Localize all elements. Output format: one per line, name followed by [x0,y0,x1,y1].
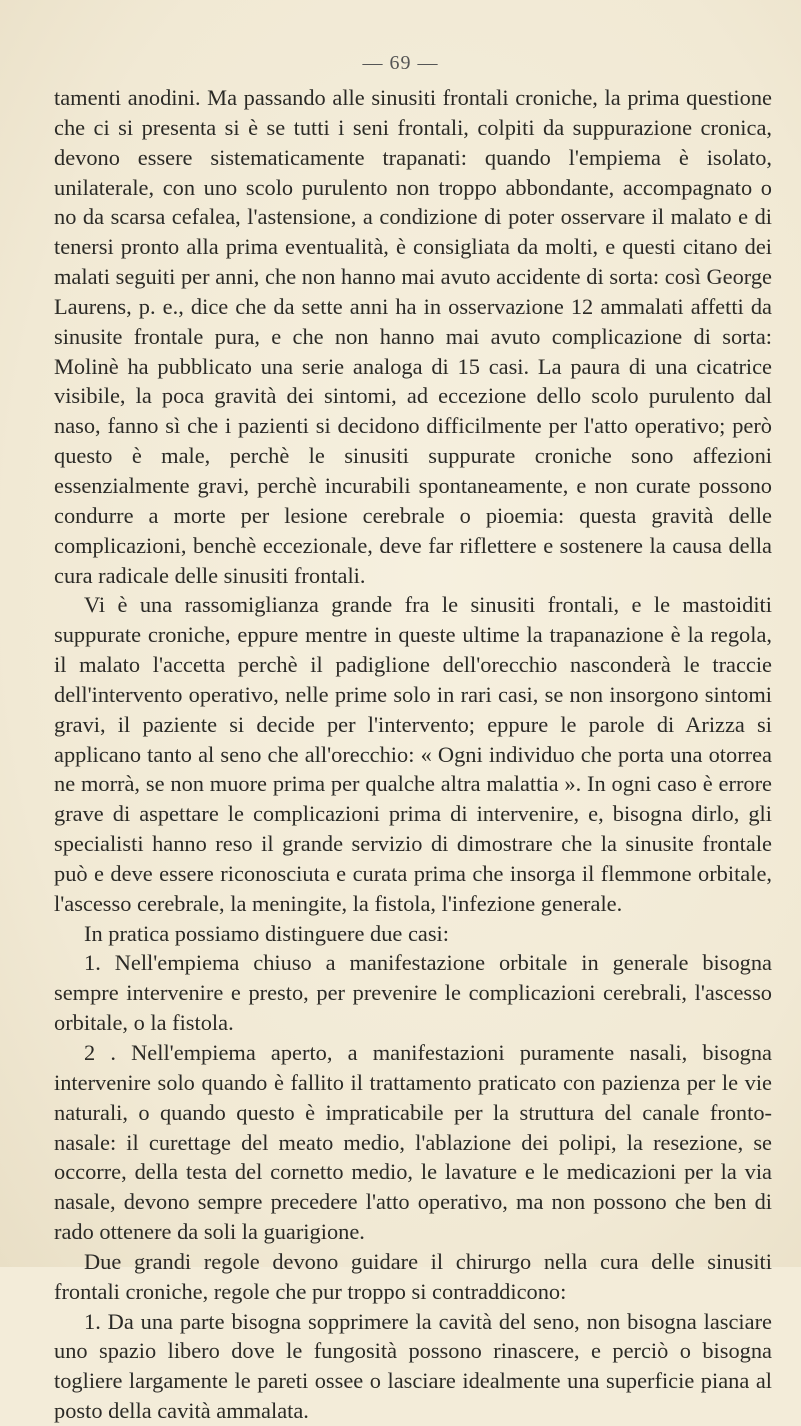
paragraph: tamenti anodini. Ma passando alle sinusiti frontali croniche, la prima questione che ci si presenta si è se tutti i seni frontali, colpiti da suppurazione cronica, devono essere sistematicamente trapanati: quando l'empiema è isolato, unilaterale, con uno scolo purulento non troppo abbondante, accompagnato o no da scarsa cefalea, l'astensione, a condizione di poter osservare il malato e di tenersi pronto alla prima eventualità, è consigliata da molti, e questi citano dei malati seguiti per anni, che non hanno mai avuto accidente di sorta: così George Laurens, p. e., dice che da sette anni ha in osservazione 12 ammalati affetti da sinusite frontale pura, e che non hanno mai avuto complicazione di sorta: Molinè ha pubblicato una serie analoga di 15 casi. La paura di una cicatrice visibile, la poca gravità dei sintomi, ad eccezione dello scolo purulento dal naso, fanno sì che i pazienti si decidono difficilmente per l'atto operativo; però questo è male, perchè le sinusiti suppurate croniche sono affezioni essenzialmente gravi, perchè incurabili spontaneamente, e non curate possono condurre a morte per lesione cerebrale o pioemia: questa gravità delle complicazioni, benchè eccezionale, deve far riflettere e sostenere la causa della cura radicale delle sinusiti frontali. [54,85,772,588]
paragraph: Vi è una rassomiglianza grande fra le sinusiti frontali, e le mastoiditi suppurate croniche, eppure mentre in queste ultime la trapanazione è la regola, il malato l'accetta perchè il padiglione dell'orecchio nasconderà le traccie dell'intervento operativo, nelle prime solo in rari casi, se non insorgono sintomi gravi, il paziente si decide per l'intervento; eppure le parole di Arizza si applicano tanto al seno che all'orecchio: « Ogni individuo che porta una otorrea ne morrà, se non muore prima per qualche altra malattia ». In ogni caso è errore grave di aspettare le complicazioni prima di intervenire, e, bisogna dirlo, gli specialisti hanno reso il grande servizio di dimostrare che la sinusite frontale può e deve essere riconosciuta e curata prima che insorga il flemmone orbitale, l'ascesso cerebrale, la meningite, la fistola, l'infezione generale. [54,592,772,916]
paragraph: In pratica possiamo distinguere due casi: [84,920,449,946]
paragraph: Due grandi regole devono guidare il chirurgo nella cura delle sinusiti frontali croniche, regole che pur troppo si contraddicono: [54,1248,772,1304]
page-body [54,83,772,1426]
list-item: 2 . Nell'empiema aperto, a manifestazioni puramente nasali, bisogna intervenire solo quando è fallito il trattamento praticato con pazienza per le vie naturali, o quando questo è impraticabile per la struttura del canale fronto-nasale: il curettage del meato medio, l'ablazione dei polipi, la resezione, se occorre, della testa del cornetto medio, le lavature e le medicazioni per la via nasale, devono sempre precedere l'atto operativo, ma non possono che ben di rado ottenere da soli la guarigione. [54,1040,772,1245]
list-item: 1. Da una parte bisogna sopprimere la cavità del seno, non bisogna lasciare uno spazio libero dove le fungosità possono rinascere, e perciò o bisogna togliere largamente le pareti ossee o lasciare idealmente una superficie piana al posto della cavità ammalata. [54,1308,772,1424]
list-item: 1. Nell'empiema chiuso a manifestazione orbitale in generale bisogna sempre intervenire e presto, per prevenire le complicazioni cerebrali, l'ascesso orbitale, o la fistola. [54,950,772,1036]
page-number: — 69 — [362,52,439,74]
